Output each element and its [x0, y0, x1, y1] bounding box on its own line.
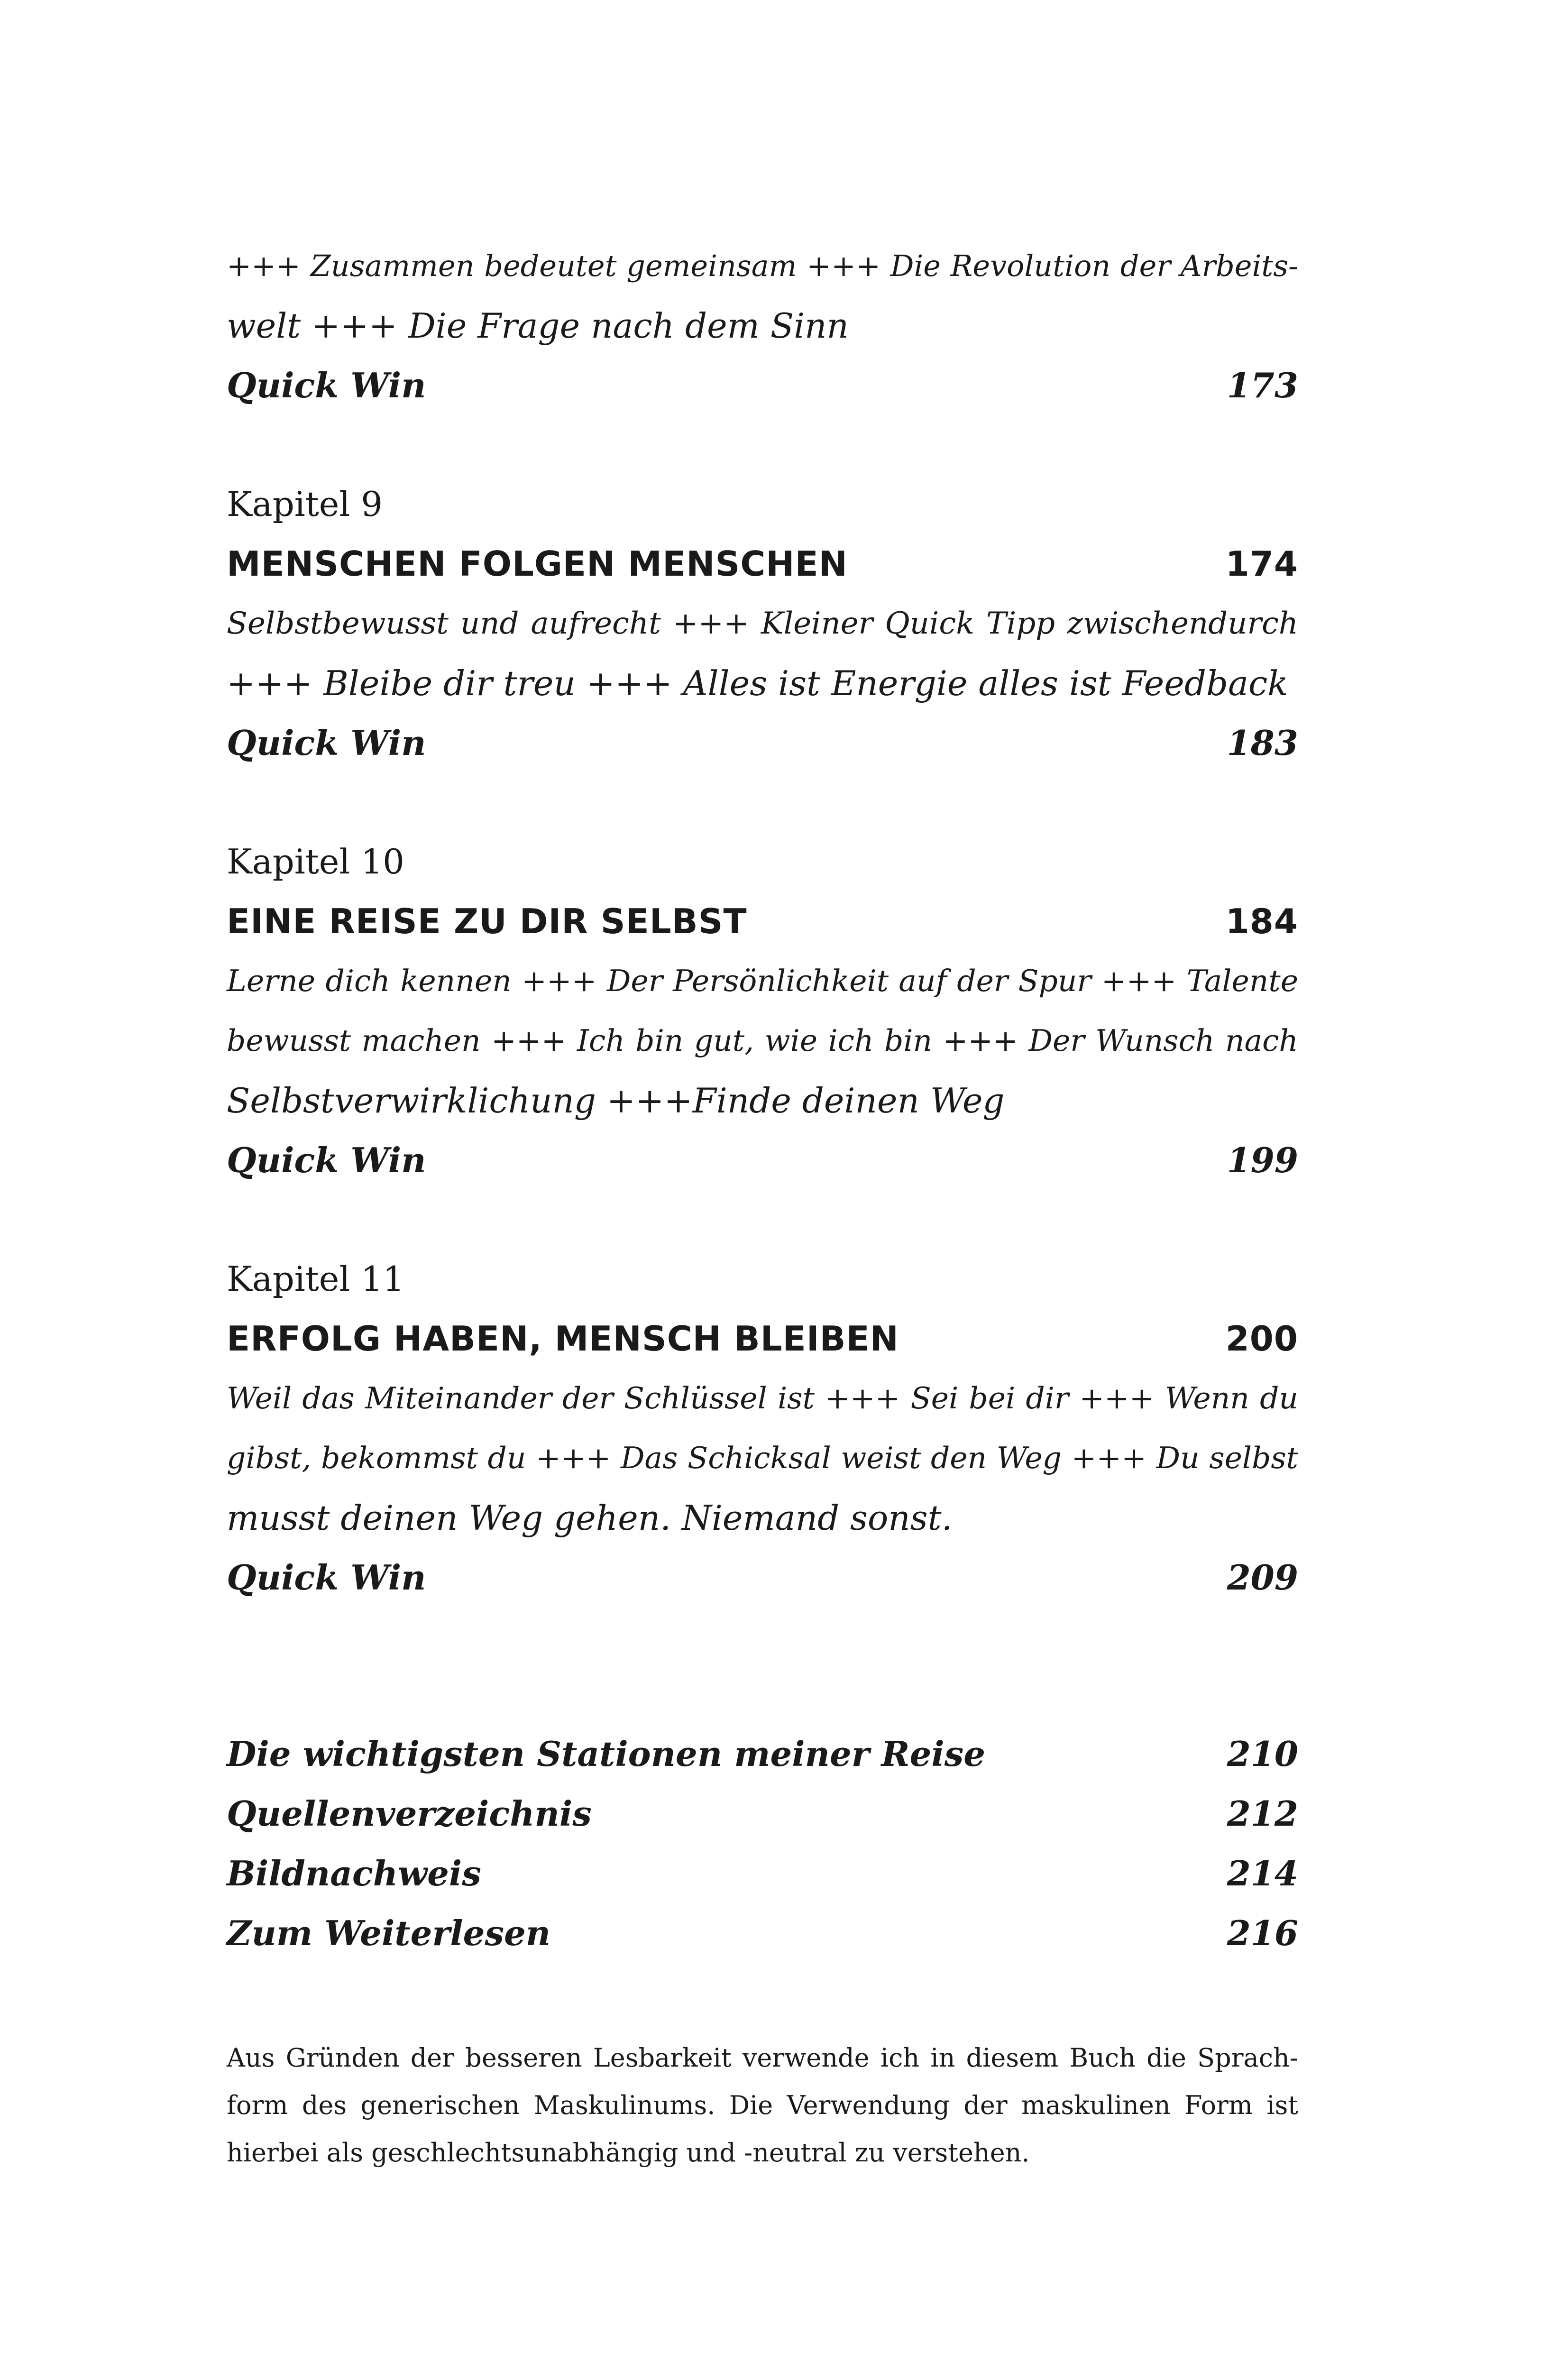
end-matter-page: 216: [1227, 1913, 1298, 1953]
end-matter-page: 210: [1227, 1734, 1298, 1774]
chapter-page: 200: [1225, 1319, 1298, 1359]
quick-win-entry[interactable]: [227, 713, 1298, 773]
intro-description-line: welt +++ Die Frage nach dem Sinn: [227, 306, 849, 346]
quick-win-label: Quick Win: [227, 1557, 426, 1598]
language-note-line: form des generischen Maskulinums. Die Verwendung der maskulinen Form ist: [227, 2090, 1298, 2120]
quick-win-label: Quick Win: [227, 723, 426, 763]
intro-description-line: +++ Zusammen bedeutet gemeinsam +++ Die Revolution der Arbeits-: [227, 248, 1298, 283]
chapter-description-line: Selbstverwirklichung +++Finde deinen Weg: [227, 1081, 1005, 1121]
chapter-description-line: Selbstbewusst und aufrecht +++ Kleiner Quick Tipp zwischendurch: [227, 606, 1298, 641]
chapter-label: Kapitel 9: [227, 484, 383, 524]
chapter-description-line: gibst, bekommst du +++ Das Schicksal weist den Weg +++ Du selbst: [227, 1441, 1298, 1475]
chapter-entry[interactable]: [227, 1309, 1298, 1369]
quick-win-label: Quick Win: [227, 365, 426, 405]
quick-win-page: 183: [1227, 723, 1298, 763]
chapter-entry[interactable]: [227, 891, 1298, 951]
chapter-title: MENSCHEN FOLGEN MENSCHEN: [227, 544, 848, 584]
chapter-title: ERFOLG HABEN, MENSCH BLEIBEN: [227, 1319, 899, 1359]
chapter-description-line: +++ Bleibe dir treu +++ Alles ist Energie alles ist Feedback: [227, 663, 1288, 703]
chapter-page: 174: [1225, 544, 1298, 584]
end-matter-entry[interactable]: [227, 1784, 1298, 1844]
chapter-description-line: bewusst machen +++ Ich bin gut, wie ich bin +++ Der Wunsch nach: [227, 1023, 1298, 1058]
quick-win-page: 173: [1227, 365, 1298, 405]
quick-win-label: Quick Win: [227, 1140, 426, 1180]
end-matter-entry[interactable]: [227, 1903, 1298, 1963]
end-matter-label: Zum Weiterlesen: [227, 1913, 551, 1953]
chapter-page: 184: [1225, 901, 1298, 941]
end-matter-entry[interactable]: [227, 1724, 1298, 1784]
chapter-title: EINE REISE ZU DIR SELBST: [227, 901, 747, 941]
chapter-description-line: Lerne dich kennen +++ Der Persönlichkeit auf der Spur +++ Talente: [227, 964, 1298, 998]
language-note-line: hierbei als geschlechtsunabhängig und -neutral zu verstehen.: [227, 2138, 1030, 2168]
quick-win-entry[interactable]: [227, 1548, 1298, 1608]
chapter-description-line: musst deinen Weg gehen. Niemand sonst.: [227, 1498, 953, 1538]
quick-win-page: 199: [1227, 1140, 1298, 1180]
end-matter-label: Die wichtigsten Stationen meiner Reise: [227, 1734, 986, 1774]
end-matter-label: Bildnachweis: [227, 1853, 481, 1893]
quick-win-entry[interactable]: [227, 1130, 1298, 1190]
intro-quick-win-entry[interactable]: [227, 356, 1298, 415]
end-matter-label: Quellenverzeichnis: [227, 1793, 592, 1834]
quick-win-page: 209: [1227, 1557, 1298, 1598]
language-note-line: Aus Gründen der besseren Lesbarkeit verwende ich in diesem Buch die Sprach-: [227, 2043, 1298, 2073]
chapter-entry[interactable]: [227, 534, 1298, 594]
chapter-description-line: Weil das Miteinander der Schlüssel ist +++ Sei bei dir +++ Wenn du: [227, 1381, 1298, 1415]
chapter-label: Kapitel 11: [227, 1259, 404, 1299]
end-matter-page: 214: [1227, 1853, 1298, 1893]
chapter-label: Kapitel 10: [227, 842, 404, 882]
end-matter-entry[interactable]: [227, 1844, 1298, 1903]
end-matter-page: 212: [1227, 1793, 1298, 1834]
